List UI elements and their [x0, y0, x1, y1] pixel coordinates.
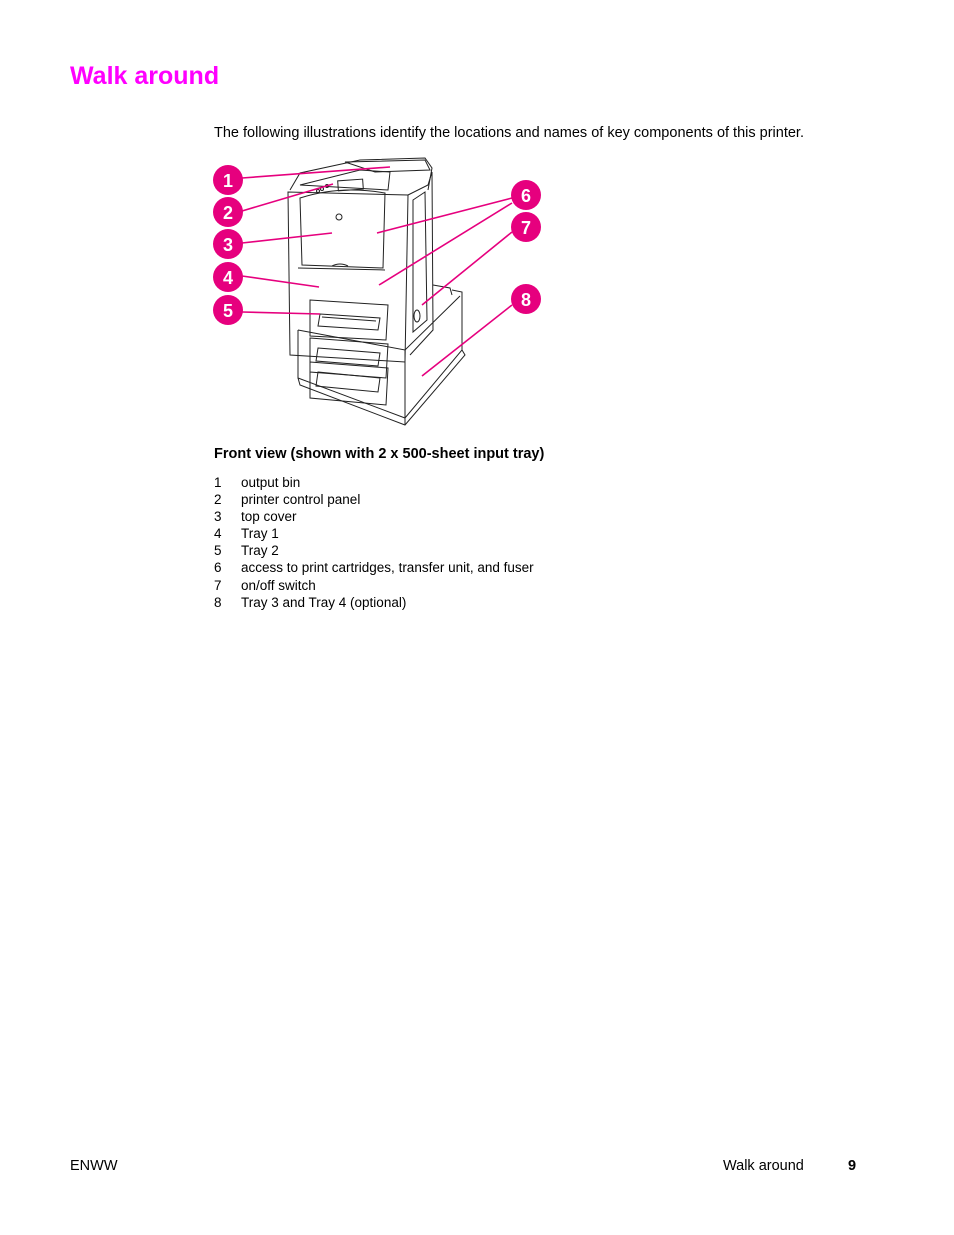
callout-6 [511, 180, 541, 210]
callout-1 [213, 165, 243, 195]
callout-label: 1 [222, 171, 234, 191]
callout-label: 5 [222, 301, 234, 321]
legend-label: Tray 2 [241, 543, 279, 559]
legend-label: printer control panel [241, 492, 361, 508]
legend-number: 3 [214, 509, 222, 525]
legend-label: Tray 3 and Tray 4 (optional) [241, 594, 407, 610]
legend-number: 4 [214, 526, 222, 542]
callout-4 [213, 262, 243, 292]
callout-label: 4 [222, 268, 234, 288]
legend-item [214, 508, 534, 525]
legend-label: output bin [241, 475, 301, 490]
legend-label: Tray 1 [241, 526, 279, 542]
printer-illustration [205, 150, 555, 430]
page-title: Walk around [70, 62, 220, 90]
legend-item [214, 525, 534, 542]
legend-list [214, 474, 534, 611]
intro-text: The following illustrations identify the locations and names of key components of this printer. [214, 125, 804, 141]
callout-5 [213, 295, 243, 325]
callout-label: 3 [222, 235, 234, 255]
legend-item [214, 559, 534, 576]
footer-page-number: 9 [848, 1158, 857, 1174]
legend-number: 8 [214, 594, 222, 610]
legend-item [214, 491, 534, 508]
legend-number: 6 [214, 560, 222, 576]
footer-doc-id: ENWW [70, 1158, 118, 1174]
callout-label: 6 [520, 186, 532, 206]
legend-label: top cover [241, 509, 297, 525]
legend-item [214, 542, 534, 559]
callout-label: 8 [520, 290, 532, 310]
legend-number: 7 [214, 577, 222, 593]
legend-item [214, 577, 534, 594]
legend-label: on/off switch [241, 577, 316, 593]
legend-number: 2 [214, 492, 222, 508]
callout-2 [213, 197, 243, 227]
callout-label: 7 [520, 218, 532, 238]
callout-3 [213, 229, 243, 259]
callout-7 [511, 212, 541, 242]
callout-label: 2 [222, 203, 234, 223]
legend-item [214, 594, 534, 611]
figure-caption: Front view (shown with 2 x 500-sheet input tray) [214, 446, 545, 462]
footer-section-title: Walk around [723, 1158, 804, 1174]
legend-item [214, 474, 534, 491]
legend-label: access to print cartridges, transfer unit, and fuser [241, 560, 534, 576]
legend-number: 5 [214, 543, 222, 559]
legend-number: 1 [214, 475, 222, 490]
printer-front-view-figure [205, 150, 555, 430]
callout-8 [511, 284, 541, 314]
